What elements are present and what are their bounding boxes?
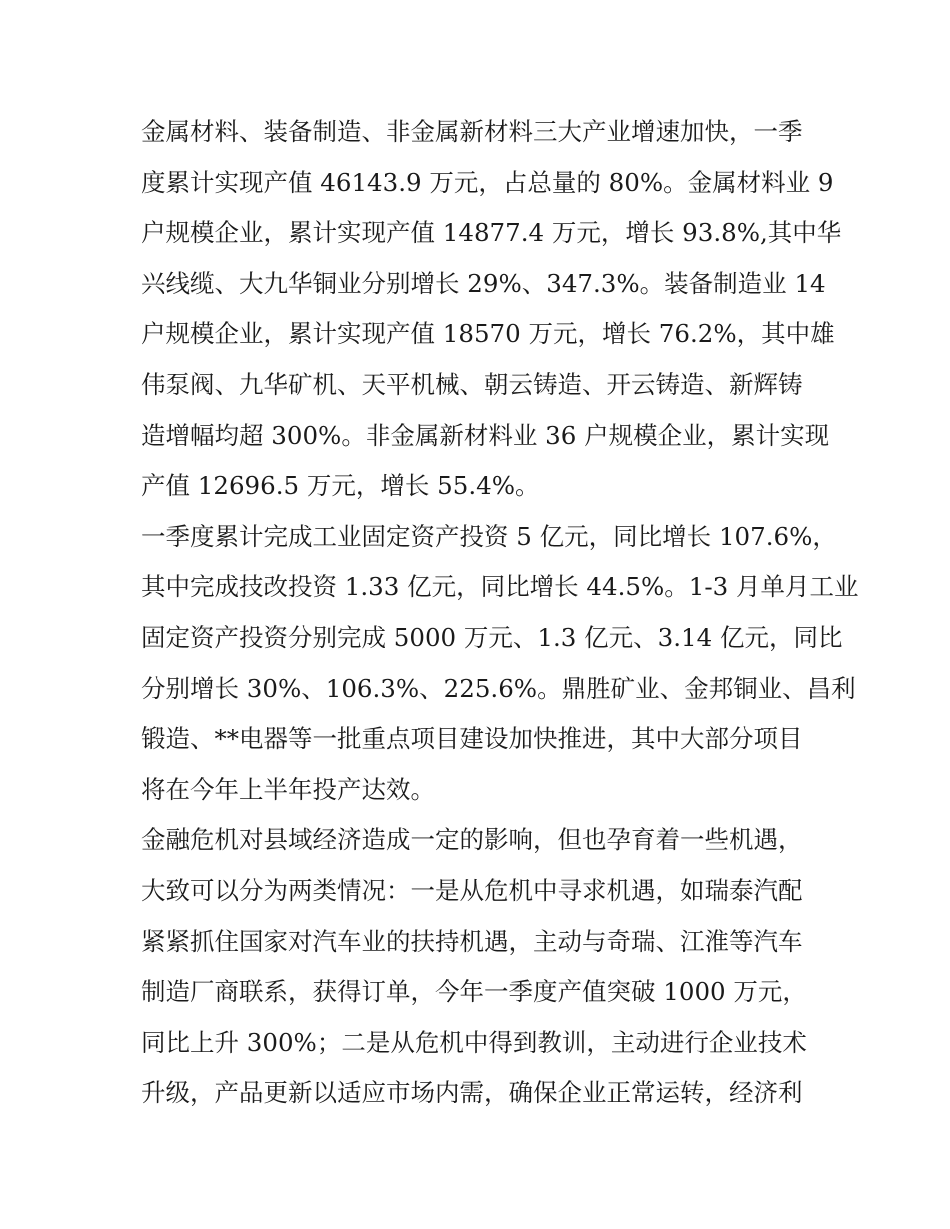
text-line: 将在今年上半年投产达效。 bbox=[141, 774, 435, 804]
text-line: 大致可以分为两类情况：一是从危机中寻求机遇，如瑞泰汽配 bbox=[141, 875, 803, 905]
text-line: 升级，产品更新以适应市场内需，确保企业正常运转，经济利 bbox=[141, 1078, 803, 1108]
text-line: 紧紧抓住国家对汽车业的扶持机遇，主动与奇瑞、江淮等汽车 bbox=[141, 926, 803, 956]
paragraph-fixed-asset-investment bbox=[141, 512, 859, 816]
text-line: 度累计实现产值 46143.9 万元，占总量的 80%。金属材料业 9 bbox=[141, 167, 834, 197]
text-line: 兴线缆、大九华铜业分别增长 29%、347.3%。装备制造业 14 bbox=[141, 268, 826, 298]
document-body bbox=[141, 107, 859, 1119]
text-line: 户规模企业，累计实现产值 14877.4 万元，增长 93.8%,其中华 bbox=[141, 218, 842, 248]
text-line: 产值 12696.5 万元，增长 55.4%。 bbox=[141, 471, 540, 501]
text-line: 制造厂商联系，获得订单，今年一季度产值突破 1000 万元， bbox=[141, 977, 807, 1007]
text-line: 分别增长 30%、106.3%、225.6%。鼎胜矿业、金邦铜业、昌利 bbox=[141, 673, 856, 703]
text-line: 金属材料、装备制造、非金属新材料三大产业增速加快，一季 bbox=[141, 117, 803, 146]
text-line: 伟泵阀、九华矿机、天平机械、朝云铸造、开云铸造、新辉铸 bbox=[141, 369, 803, 399]
text-line: 其中完成技改投资 1.33 亿元，同比增长 44.5%。1-3 月单月工业 bbox=[141, 572, 859, 602]
text-line: 一季度累计完成工业固定资产投资 5 亿元，同比增长 107.6%， bbox=[141, 521, 837, 551]
paragraph-industry-growth bbox=[141, 107, 842, 512]
text-line: 造增幅均超 300%。非金属新材料业 36 户规模企业，累计实现 bbox=[141, 420, 830, 450]
text-line: 金融危机对县域经济造成一定的影响，但也孕育着一些机遇， bbox=[141, 825, 803, 855]
text-line: 锻造、**电器等一批重点项目建设加快推进，其中大部分项目 bbox=[141, 724, 803, 754]
text-line: 固定资产投资分别完成 5000 万元、1.3 亿元、3.14 亿元，同比 bbox=[141, 622, 843, 652]
paragraph-financial-crisis bbox=[141, 815, 821, 1119]
text-line: 同比上升 300%；二是从危机中得到教训，主动进行企业技术 bbox=[141, 1027, 807, 1057]
text-line: 户规模企业，累计实现产值 18570 万元，增长 76.2%，其中雄 bbox=[141, 319, 835, 349]
